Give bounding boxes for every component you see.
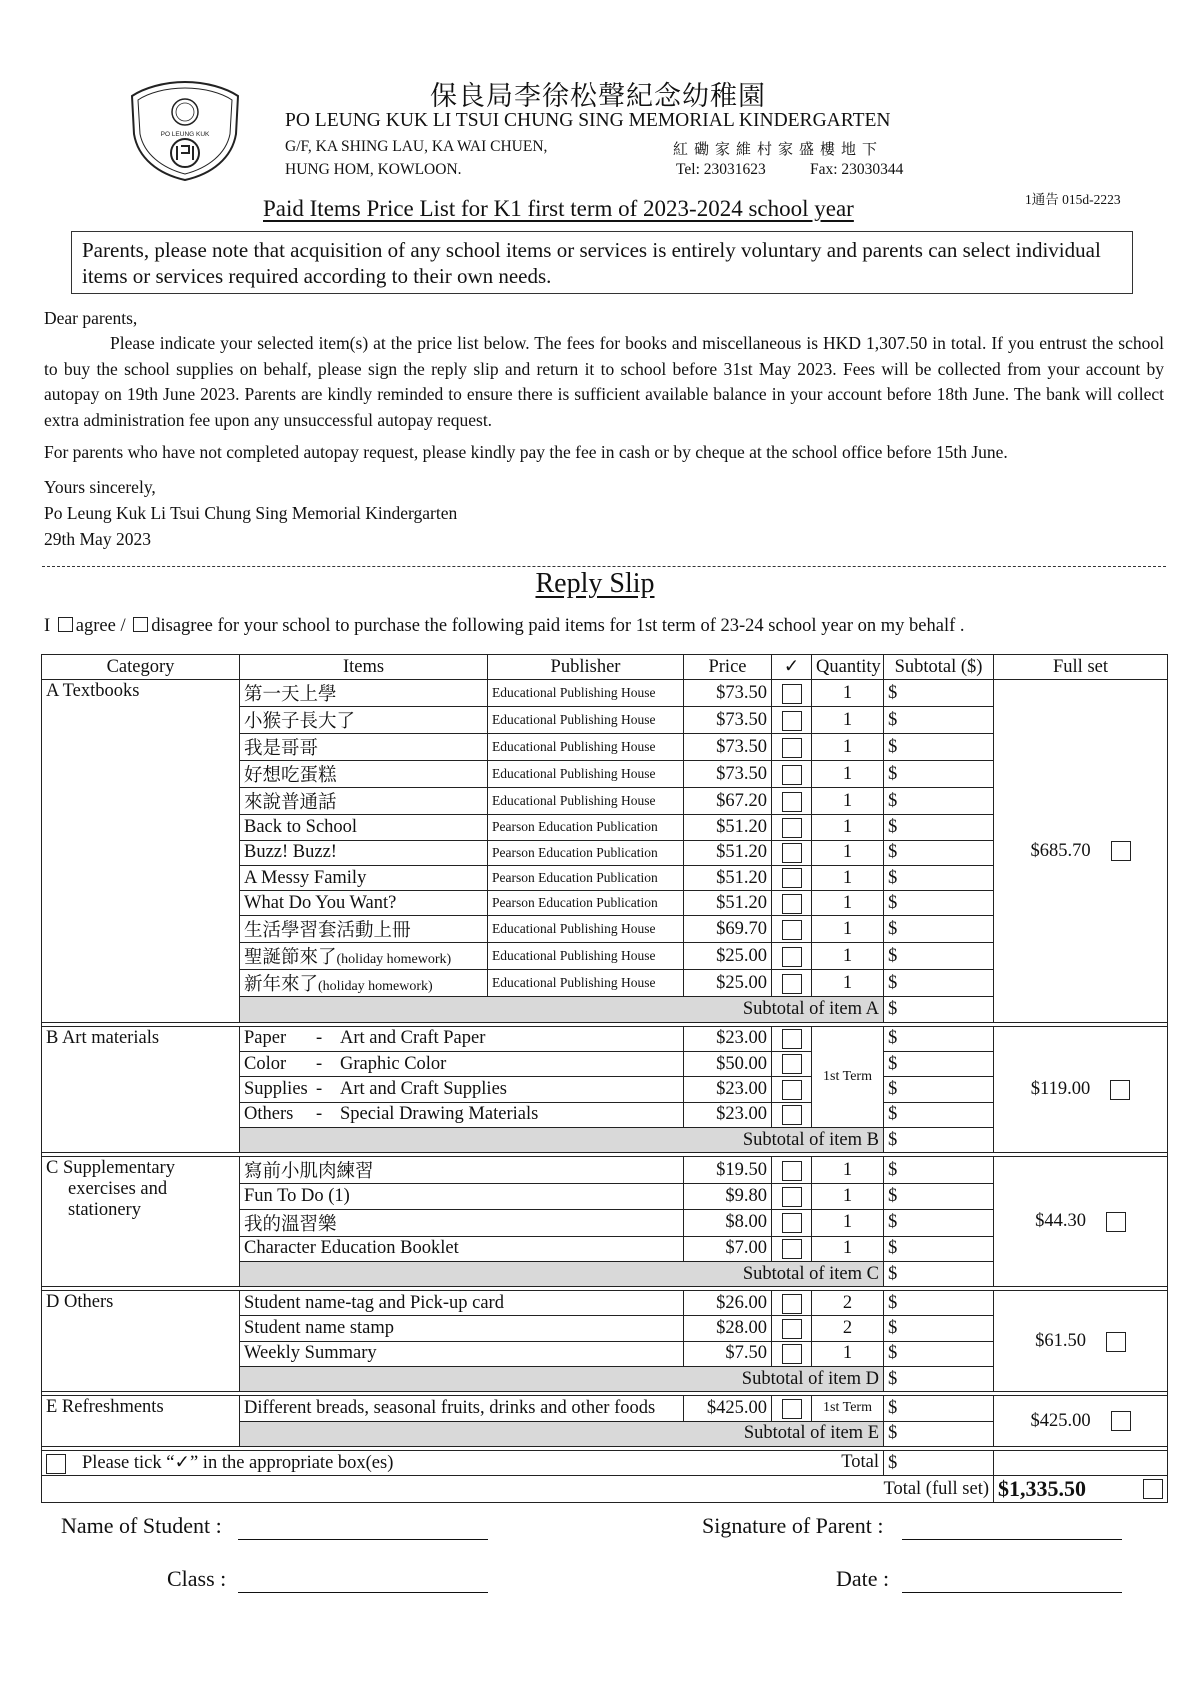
category-label: E Refreshments: [46, 1397, 164, 1418]
subtotal-cell[interactable]: $: [884, 815, 994, 840]
price-cell: $67.20: [684, 788, 772, 815]
subtotal-cell[interactable]: $: [884, 1341, 994, 1366]
price-cell: $7.00: [684, 1236, 772, 1261]
telephone: Tel: 23031623: [676, 161, 766, 178]
publisher-cell: Pearson Education Publication: [488, 840, 684, 865]
item-checkbox[interactable]: [782, 1054, 802, 1074]
subtotal-value[interactable]: $: [884, 1367, 994, 1392]
item-cell: [240, 1102, 684, 1127]
quantity-cell: 1: [812, 891, 884, 916]
category-label: stationery: [68, 1200, 141, 1221]
item-name: 來說普通話: [244, 793, 337, 814]
category-label: C Supplementary: [46, 1158, 175, 1179]
subtotal-label: Subtotal of item B: [240, 1127, 884, 1152]
item-name: Student name stamp: [244, 1318, 395, 1339]
item-checkbox[interactable]: [782, 738, 802, 758]
quantity-cell: 1: [812, 761, 884, 788]
publisher-cell: Educational Publishing House: [488, 734, 684, 761]
full-set-checkbox[interactable]: [1106, 1212, 1126, 1232]
full-set-price: $425.00: [1030, 1410, 1091, 1431]
quantity-cell: 1st Term: [812, 1026, 884, 1127]
full-set-price: $61.50: [1035, 1330, 1086, 1351]
full-set-cell: [994, 1157, 1168, 1287]
quantity-cell: 1: [812, 680, 884, 707]
category-cell: [42, 1291, 240, 1392]
item-name: Different breads, seasonal fruits, drinks and other foods: [244, 1397, 656, 1418]
item-name: 好想吃蛋糕: [244, 766, 337, 787]
item-name: Color: [244, 1053, 287, 1074]
item-name: 第一天上學: [244, 685, 337, 706]
agree-checkbox[interactable]: [58, 617, 73, 632]
item-cell: [240, 1291, 684, 1316]
item-dash: -: [316, 1053, 323, 1074]
item-cell: [240, 840, 488, 865]
agree-prefix: I: [44, 616, 51, 636]
class-label: Class :: [167, 1566, 227, 1591]
price-cell: $19.50: [684, 1157, 772, 1184]
quantity-cell: 1: [812, 865, 884, 890]
publisher-cell: Educational Publishing House: [488, 943, 684, 970]
item-name: 聖誕節來了: [244, 948, 337, 969]
item-name: 我是哥哥: [244, 739, 319, 760]
price-cell: $23.00: [684, 1102, 772, 1127]
item-checkbox-cell: [772, 734, 812, 761]
tick-note: Please tick “✓” in the appropriate box(es): [82, 1453, 394, 1474]
item-name: 新年來了: [244, 975, 319, 996]
item-checkbox[interactable]: [782, 711, 802, 731]
item-cell: [240, 1236, 684, 1261]
item-checkbox-cell: [772, 1026, 812, 1051]
item-checkbox-cell: [772, 865, 812, 890]
subtotal-cell[interactable]: $: [884, 788, 994, 815]
category-cell: [42, 680, 240, 1022]
item-dash: -: [316, 1028, 323, 1049]
full-set-cell: [994, 1026, 1168, 1152]
total-value[interactable]: $: [884, 1450, 994, 1475]
quantity-cell: 1: [812, 1341, 884, 1366]
date-field[interactable]: [902, 1592, 1122, 1593]
full-set-cell: [994, 1291, 1168, 1392]
total-row: [42, 1450, 1168, 1475]
item-checkbox-cell: [772, 1209, 812, 1236]
item-name: 我的溫習樂: [244, 1214, 337, 1235]
total-full-set-label: Total (full set): [42, 1476, 994, 1503]
salutation: Dear parents,: [44, 308, 138, 328]
item-checkbox-cell: [772, 916, 812, 943]
price-cell: $26.00: [684, 1291, 772, 1316]
item-dash: -: [316, 1079, 323, 1100]
table-row: [42, 1396, 1168, 1421]
full-set-checkbox[interactable]: [1111, 841, 1131, 861]
publisher-cell: Educational Publishing House: [488, 970, 684, 997]
full-set-price: $119.00: [1030, 1079, 1091, 1100]
svg-text:PO LEUNG KUK: PO LEUNG KUK: [160, 131, 210, 138]
subtotal-cell[interactable]: $: [884, 1184, 994, 1209]
item-name: Paper: [244, 1028, 287, 1049]
item-description: Special Drawing Materials: [340, 1104, 539, 1125]
category-label: exercises and: [68, 1179, 168, 1200]
item-name: 小猴子長大了: [244, 712, 356, 733]
item-cell: [240, 943, 488, 970]
item-checkbox[interactable]: [782, 1239, 802, 1259]
category-label: B Art materials: [46, 1027, 160, 1048]
item-checkbox-cell: [772, 680, 812, 707]
item-checkbox[interactable]: [782, 947, 802, 967]
subtotal-label: Subtotal of item D: [240, 1367, 884, 1392]
item-dash: -: [316, 1104, 323, 1125]
item-cell: [240, 1026, 684, 1051]
item-name: Buzz! Buzz!: [244, 842, 337, 863]
table-row: [42, 680, 1168, 707]
item-checkbox[interactable]: [782, 920, 802, 940]
address-chinese: 紅磡家維村家盛樓地下: [673, 140, 884, 158]
item-description: Art and Craft Paper: [340, 1028, 486, 1049]
subtotal-cell[interactable]: $: [884, 1026, 994, 1051]
price-cell: $23.00: [684, 1077, 772, 1102]
price-cell: $8.00: [684, 1209, 772, 1236]
subtotal-cell[interactable]: $: [884, 1236, 994, 1261]
tick-example-checkbox[interactable]: [46, 1454, 66, 1474]
item-name: 生活學習套活動上冊: [244, 921, 411, 942]
total-full-set-cell: [994, 1476, 1168, 1503]
document-title: Paid Items Price List for K1 first term of 2023-2024 school year: [263, 196, 854, 221]
cut-line: [42, 566, 1166, 567]
agreement-line: [44, 616, 965, 637]
full-set-price: $685.70: [1030, 840, 1091, 861]
item-checkbox[interactable]: [782, 1294, 802, 1314]
quantity-cell: 1: [812, 970, 884, 997]
quantity-cell: 1: [812, 734, 884, 761]
item-checkbox[interactable]: [782, 843, 802, 863]
publisher-cell: Educational Publishing House: [488, 707, 684, 734]
item-checkbox-cell: [772, 707, 812, 734]
item-checkbox[interactable]: [782, 974, 802, 994]
item-checkbox-cell: [772, 840, 812, 865]
item-cell: [240, 761, 488, 788]
subtotal-cell[interactable]: $: [884, 761, 994, 788]
table-row: [42, 1157, 1168, 1184]
item-name: Character Education Booklet: [244, 1238, 459, 1259]
item-checkbox-cell: [772, 1077, 812, 1102]
price-cell: $25.00: [684, 943, 772, 970]
item-checkbox[interactable]: [782, 868, 802, 888]
item-name: Back to School: [244, 816, 358, 837]
full-set-checkbox[interactable]: [1111, 1411, 1131, 1431]
total-full-set-row: [42, 1476, 1168, 1503]
price-table: [41, 654, 1168, 1503]
category-label: D Others: [46, 1292, 114, 1313]
total-full-set-checkbox[interactable]: [1143, 1479, 1163, 1499]
item-cell: [240, 1316, 684, 1341]
quantity-cell: 1: [812, 840, 884, 865]
reply-slip-title: Reply Slip: [535, 568, 655, 599]
quantity-cell: 1: [812, 1236, 884, 1261]
item-name: Weekly Summary: [244, 1343, 377, 1364]
item-checkbox-cell: [772, 891, 812, 916]
subtotal-cell[interactable]: $: [884, 734, 994, 761]
price-cell: $73.50: [684, 761, 772, 788]
price-cell: $73.50: [684, 680, 772, 707]
subtotal-cell[interactable]: $: [884, 916, 994, 943]
price-cell: $51.20: [684, 840, 772, 865]
subtotal-cell[interactable]: $: [884, 1316, 994, 1341]
subtotal-label: Subtotal of item E: [240, 1421, 884, 1446]
price-cell: $50.00: [684, 1052, 772, 1077]
item-checkbox-cell: [772, 943, 812, 970]
item-cell: [240, 865, 488, 890]
item-checkbox-cell: [772, 1102, 812, 1127]
publisher-cell: Pearson Education Publication: [488, 891, 684, 916]
price-cell: $51.20: [684, 865, 772, 890]
price-cell: $25.00: [684, 970, 772, 997]
table-header-row: [42, 655, 1168, 680]
subtotal-cell[interactable]: $: [884, 1396, 994, 1421]
subtotal-value[interactable]: $: [884, 1421, 994, 1446]
quantity-cell: 2: [812, 1316, 884, 1341]
item-cell: [240, 1209, 684, 1236]
quantity-cell: 1: [812, 1157, 884, 1184]
disagree-text: disagree for your school to purchase the following paid items for 1st term of 23-24 school year on my behalf .: [151, 616, 965, 636]
header-full-set: Full set: [994, 655, 1168, 680]
school-logo: [126, 78, 244, 182]
table-row: [42, 1026, 1168, 1051]
full-set-checkbox[interactable]: [1110, 1080, 1130, 1100]
closing: Yours sincerely,: [44, 477, 156, 497]
category-cell: [42, 1026, 240, 1152]
item-checkbox[interactable]: [782, 1344, 802, 1364]
item-checkbox-cell: [772, 1157, 812, 1184]
item-checkbox-cell: [772, 970, 812, 997]
fax: Fax: 23030344: [810, 161, 904, 178]
item-checkbox[interactable]: [782, 792, 802, 812]
item-checkbox-cell: [772, 1052, 812, 1077]
header-category: Category: [42, 655, 240, 680]
item-name: Fun To Do (1): [244, 1185, 350, 1206]
total-blank: [994, 1450, 1168, 1475]
address-line-2: HUNG HOM, KOWLOON.: [285, 161, 462, 178]
signature-label: Signature of Parent :: [702, 1513, 884, 1538]
price-cell: $9.80: [684, 1184, 772, 1209]
header-items: Items: [240, 655, 488, 680]
item-name: Supplies: [244, 1079, 308, 1100]
subtotal-cell[interactable]: $: [884, 1209, 994, 1236]
item-cell: [240, 815, 488, 840]
item-checkbox[interactable]: [782, 1187, 802, 1207]
item-cell: [240, 1052, 684, 1077]
item-cell: [240, 916, 488, 943]
publisher-cell: Educational Publishing House: [488, 761, 684, 788]
item-name: A Messy Family: [244, 867, 367, 888]
item-checkbox[interactable]: [782, 684, 802, 704]
item-cell: [240, 1341, 684, 1366]
item-checkbox[interactable]: [782, 1213, 802, 1233]
item-checkbox-cell: [772, 1341, 812, 1366]
item-checkbox[interactable]: [782, 1319, 802, 1339]
item-cell: [240, 734, 488, 761]
subtotal-value[interactable]: $: [884, 1261, 994, 1286]
item-checkbox-cell: [772, 761, 812, 788]
item-name: Others: [244, 1104, 294, 1125]
price-cell: $23.00: [684, 1026, 772, 1051]
subtotal-cell[interactable]: $: [884, 865, 994, 890]
publisher-cell: Educational Publishing House: [488, 788, 684, 815]
item-checkbox-cell: [772, 1184, 812, 1209]
student-name-field[interactable]: [238, 1539, 488, 1540]
item-checkbox[interactable]: [782, 1029, 802, 1049]
header-tick: ✓: [772, 655, 812, 680]
item-checkbox-cell: [772, 788, 812, 815]
table-row: [42, 1291, 1168, 1316]
agree-label: agree /: [75, 616, 126, 636]
item-cell: [240, 1184, 684, 1209]
item-checkbox[interactable]: [782, 894, 802, 914]
total-label: Total: [841, 1452, 879, 1473]
item-cell: [240, 1396, 684, 1421]
item-name: What Do You Want?: [244, 892, 397, 913]
address-line-1: G/F, KA SHING LAU, KA WAI CHUEN,: [285, 138, 548, 155]
subtotal-value[interactable]: $: [884, 1127, 994, 1152]
header-subtotal: Subtotal ($): [884, 655, 994, 680]
item-description: Art and Craft Supplies: [340, 1079, 507, 1100]
item-cell: [240, 1077, 684, 1102]
header-price: Price: [684, 655, 772, 680]
subtotal-cell[interactable]: $: [884, 891, 994, 916]
item-cell: [240, 1157, 684, 1184]
price-cell: $69.70: [684, 916, 772, 943]
date-label: Date :: [836, 1566, 890, 1591]
item-checkbox[interactable]: [782, 1161, 802, 1181]
item-cell: [240, 891, 488, 916]
quantity-cell: 2: [812, 1291, 884, 1316]
price-cell: $51.20: [684, 815, 772, 840]
letter-date: 29th May 2023: [44, 529, 151, 549]
subtotal-cell[interactable]: $: [884, 1077, 994, 1102]
item-cell: [240, 970, 488, 997]
item-note: (holiday homework): [336, 952, 452, 968]
full-set-cell: [994, 680, 1168, 1022]
item-checkbox[interactable]: [782, 1080, 802, 1100]
price-cell: $51.20: [684, 891, 772, 916]
signature-field[interactable]: [902, 1539, 1122, 1540]
letter-paragraph-2: For parents who have not completed autopay request, please kindly pay the fee in cash or by cheque at the school office before 15th June.: [44, 442, 1008, 462]
price-cell: $28.00: [684, 1316, 772, 1341]
subtotal-label: Subtotal of item A: [240, 997, 884, 1022]
item-cell: [240, 788, 488, 815]
class-field[interactable]: [238, 1592, 488, 1593]
subtotal-cell[interactable]: $: [884, 707, 994, 734]
subtotal-cell[interactable]: $: [884, 1102, 994, 1127]
full-set-price: $44.30: [1035, 1211, 1086, 1232]
item-checkbox[interactable]: [782, 765, 802, 785]
header-publisher: Publisher: [488, 655, 684, 680]
item-description: Graphic Color: [340, 1053, 447, 1074]
quantity-cell: 1: [812, 916, 884, 943]
subtotal-cell[interactable]: $: [884, 1157, 994, 1184]
item-checkbox[interactable]: [782, 1105, 802, 1125]
quantity-cell: 1: [812, 815, 884, 840]
item-checkbox-cell: [772, 1236, 812, 1261]
subtotal-cell[interactable]: $: [884, 1052, 994, 1077]
item-checkbox-cell: [772, 1291, 812, 1316]
header-quantity: Quantity: [812, 655, 884, 680]
quantity-cell: 1: [812, 1184, 884, 1209]
quantity-cell: 1: [812, 788, 884, 815]
item-name: Student name-tag and Pick-up card: [244, 1292, 504, 1313]
quantity-cell: 1: [812, 1209, 884, 1236]
subtotal-label: Subtotal of item C: [240, 1261, 884, 1286]
publisher-cell: Educational Publishing House: [488, 680, 684, 707]
subtotal-cell[interactable]: $: [884, 970, 994, 997]
signer: Po Leung Kuk Li Tsui Chung Sing Memorial Kindergarten: [44, 503, 458, 523]
item-name: 寫前小肌肉練習: [244, 1162, 374, 1183]
subtotal-cell[interactable]: $: [884, 840, 994, 865]
quantity-cell: 1: [812, 943, 884, 970]
quantity-cell: 1: [812, 707, 884, 734]
subtotal-cell[interactable]: $: [884, 680, 994, 707]
voluntary-notice: Parents, please note that acquisition of any school items or services is entirely voluntary and parents can select individual items or services required according to their own needs.: [71, 231, 1133, 294]
school-name-chinese: 保良局李徐松聲紀念幼稚園: [430, 81, 766, 112]
subtotal-cell[interactable]: $: [884, 943, 994, 970]
category-cell: [42, 1396, 240, 1447]
category-label: A Textbooks: [46, 681, 140, 702]
publisher-cell: Pearson Education Publication: [488, 865, 684, 890]
item-checkbox-cell: [772, 815, 812, 840]
item-checkbox-cell: [772, 1396, 812, 1421]
full-set-cell: [994, 1396, 1168, 1447]
letter-paragraph-1: Please indicate your selected item(s) at the price list below. The fees for books and miscellaneous is HKD 1,307.50 in total. If you entrust the school to buy the school supplies on behalf, please sign the reply slip and return it to school before 31st May 2023. Fees will be collected from your account by autopay on 19th June 2023. Parents are kindly reminded to ensure there is sufficient available balance in your account before 18th June. The bank will collect extra administration fee upon any unsuccessful autopay request.: [44, 333, 1164, 430]
category-cell: [42, 1157, 240, 1287]
item-checkbox-cell: [772, 1316, 812, 1341]
item-note: (holiday homework): [318, 979, 433, 995]
publisher-cell: Educational Publishing House: [488, 916, 684, 943]
item-cell: [240, 707, 488, 734]
quantity-cell: 1st Term: [812, 1396, 884, 1421]
subtotal-value[interactable]: $: [884, 997, 994, 1022]
price-cell: $73.50: [684, 734, 772, 761]
school-name-english: PO LEUNG KUK LI TSUI CHUNG SING MEMORIAL KINDERGARTEN: [285, 110, 891, 131]
total-full-set-value: $1,335.50: [998, 1476, 1086, 1502]
price-cell: $7.50: [684, 1341, 772, 1366]
item-checkbox[interactable]: [782, 818, 802, 838]
item-cell: [240, 680, 488, 707]
tick-note-cell: [42, 1450, 884, 1475]
disagree-checkbox[interactable]: [133, 617, 148, 632]
student-name-label: Name of Student :: [61, 1513, 222, 1538]
price-cell: $425.00: [684, 1396, 772, 1421]
price-cell: $73.50: [684, 707, 772, 734]
subtotal-cell[interactable]: $: [884, 1291, 994, 1316]
item-checkbox[interactable]: [782, 1399, 802, 1419]
publisher-cell: Pearson Education Publication: [488, 815, 684, 840]
reference-number: 1通告 015d-2223: [1025, 192, 1121, 207]
full-set-checkbox[interactable]: [1106, 1332, 1126, 1352]
